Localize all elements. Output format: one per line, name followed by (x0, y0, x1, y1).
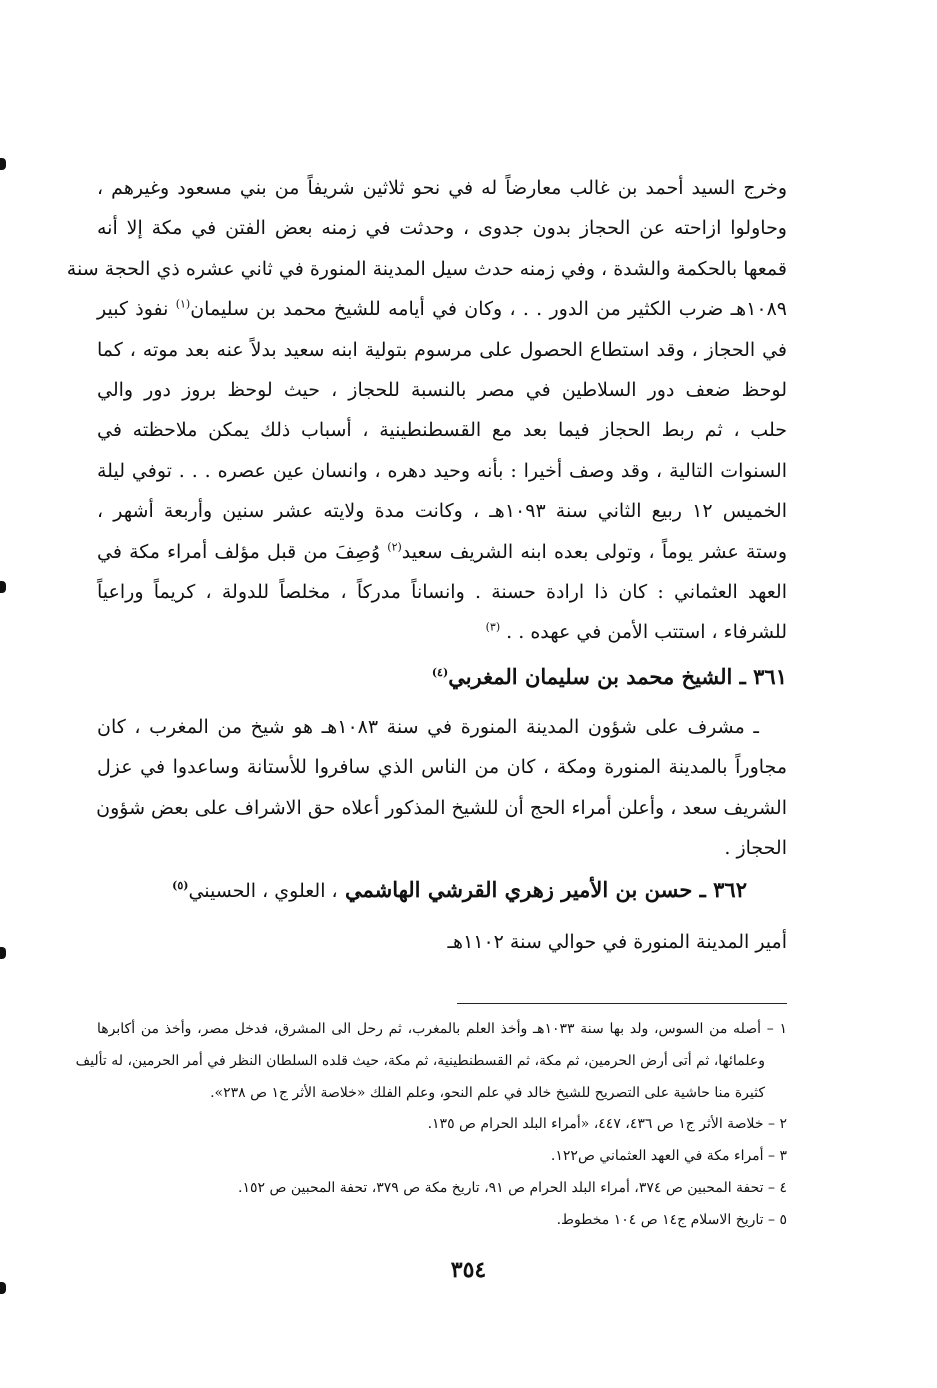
footnote-line: ٢ – خلاصة الأثر ج١ ص ٤٣٦، ٤٤٧، «أمراء البلد الحرام ص ١٣٥. (427, 1116, 787, 1133)
heading-tail: ، العلوي ، الحسيني (188, 880, 338, 902)
text-line (97, 289, 787, 329)
scan-edge-mark (0, 947, 6, 959)
footnote-ref: (٤) (431, 666, 449, 679)
footnote-line: كثيرة منا حاشية على التصريح للشيخ خالد في علم النحو، وعلم الفلك «خلاصة الأثر ج١ ص ٢٣٨». (210, 1084, 765, 1101)
text-line (97, 612, 787, 652)
footnote-line: وعلمائها، ثم أتى أرض الحرمين، ثم مكة، ثم القسطنطينية، ثم مكة، حيث قلده السلطان النظر في أمر الحرمين، له تأليف (75, 1052, 765, 1069)
text-fragment: نفوذ كبير (97, 298, 169, 321)
text-line: في الحجاز ، وقد استطاع الحصول على مرسوم بتولية ابنه سعيد بدلاً عنه بعد موته ، كما (97, 338, 787, 361)
text-line: العهد العثماني : كان ذا ارادة حسنة . وانساناً مدركاً ، مخلصاً للدولة ، كريماً وراعياً (97, 580, 787, 603)
footnote-ref: (٥) (172, 879, 189, 892)
footnote-line: ٣ – أمراء مكة في العهد العثماني ص١٢٢. (550, 1148, 787, 1165)
text-line: ـ مشرف على شؤون المدينة المنورة في سنة ١٠٨٣هـ هو شيخ من المغرب ، كان (97, 716, 759, 738)
footnote-separator (457, 1003, 787, 1004)
footnote-ref: (٣) (485, 620, 501, 634)
text-line: السنوات التالية ، وقد وصف أخيرا : بأنه وحيد دهره ، وانسان عين عصره . . . توفي ليلة (97, 459, 787, 482)
text-line: حلب ، ثم ربط الحجاز فيما بعد مع القسطنطينية ، أسباب ذلك يمكن ملاحظته في (97, 419, 787, 442)
entry-text-362 (97, 922, 787, 962)
entry-heading-361 (432, 660, 787, 694)
main-text (66, 168, 787, 653)
footnote-ref: (١) (175, 297, 191, 311)
footnote-line: ١ – أصله من السوس، ولد بها سنة ١٠٣٣هـ وأخذ العلم بالمغرب، ثم رحل الى المشرق، فدخل مصر، وأخذ من أكابرها (97, 1021, 787, 1037)
text-line: الخميس ١٢ ربيع الثاني سنة ١٠٩٣هـ ، وكانت مدة ولايته عشر سنين وأربعة أشهر ، (97, 500, 787, 523)
text-fragment: ١٠٨٩هـ ضرب الكثير من الدور . . ، وكان في أيامه للشيخ محمد بن سليمان (190, 298, 787, 321)
text-fragment: للشرفاء ، استتب الأمن في عهده . . (506, 621, 787, 644)
footnote-line: ٤ – تحفة المحبين ص ٣٧٤، أمراء البلد الحرام ص ٩١، تاريخ مكة ص ٣٧٩، تحفة المحبين ص ١٥٢. (238, 1179, 787, 1196)
heading-text: ٣٦١ ـ الشيخ محمد بن سليمان المغربي (448, 664, 787, 689)
footnote-ref: (٢) (387, 540, 402, 554)
footnotes (75, 1014, 787, 1237)
text-fragment: وُصِفَ من قبل مؤلف أمراء مكة في (97, 540, 381, 563)
text-line: الحجاز . (724, 837, 787, 860)
text-line (97, 532, 787, 572)
entry-text-361 (97, 707, 787, 869)
text-line: وخرج السيد أحمد بن غالب معارضاً له في نحو ثلاثين شريفاً من بني مسعود وغيرهم ، (97, 177, 787, 199)
text-line: قمعها بالحكمة والشدة ، وفي زمنه حدث سيل المدينة المنورة في ثاني عشره ذي الحجة سنة (66, 257, 787, 280)
text-line: وحاولوا ازاحته عن الحجاز بدون جدوى ، وحدثت في زمنه بعض الفتن في مكة إلا أنه (97, 217, 787, 240)
text-line: أمير المدينة المنورة في حوالي سنة ١١٠٢هـ (447, 931, 787, 953)
text-line: الشريف سعد ، وأعلن أمراء الحج أن للشيخ المذكور أعلاه حق الاشراف على بعض شؤون (96, 796, 787, 819)
entry-heading-362 (172, 873, 747, 908)
footnote-line: ٥ – تاريخ الاسلام ج١٤ ص ١٠٤ مخطوط. (556, 1211, 787, 1228)
scan-edge-mark (0, 1282, 6, 1294)
text-line: مجاوراً بالمدينة المنورة ومكة ، كان من الناس الذي سافروا للأستانة وساعدوا في عزل (97, 756, 787, 779)
page-number: ٣٥٤ (450, 1257, 487, 1283)
text-fragment: وستة عشر يوماً ، وتولى بعده ابنه الشريف سعيد (401, 540, 787, 563)
heading-text: ٣٦٢ ـ حسن بن الأمير زهري القرشي الهاشمي (344, 877, 747, 902)
scan-edge-mark (0, 581, 6, 593)
text-line: لوحظ ضعف دور السلاطين في مصر بالنسبة للحجاز ، حيث لوحظ بروز دور والي (97, 378, 787, 401)
scan-edge-mark (0, 158, 6, 170)
